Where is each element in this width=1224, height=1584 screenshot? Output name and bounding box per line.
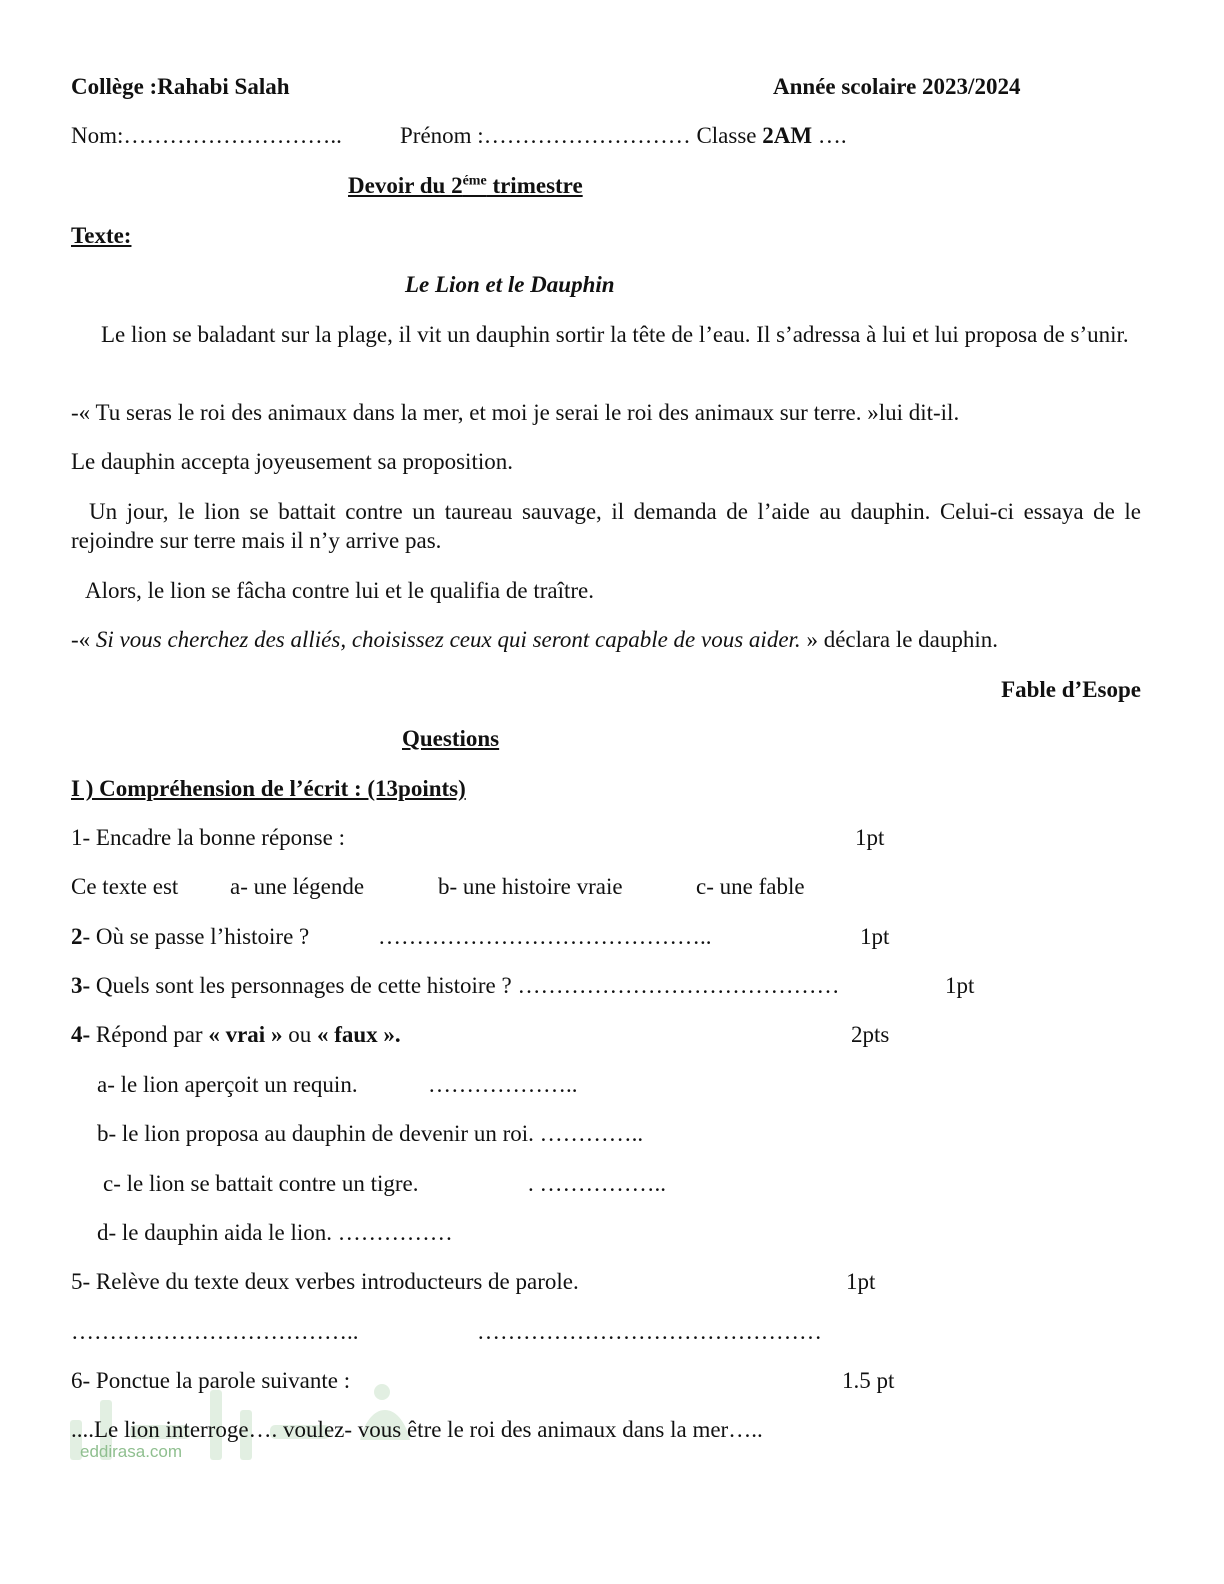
question-1: 1- Encadre la bonne réponse : bbox=[71, 825, 345, 850]
question-4-text: Répond par bbox=[90, 1022, 209, 1047]
statement-d: d- le dauphin aida le lion. …………… bbox=[97, 1220, 453, 1245]
classe-value: 2AM bbox=[762, 123, 813, 148]
faux-label: « faux ». bbox=[316, 1022, 401, 1047]
question-2-points: 1pt bbox=[860, 924, 890, 949]
quote-text: Si vous cherchez des alliés, choisissez ceux qui seront capable de vous aider. bbox=[95, 627, 801, 652]
prenom-line bbox=[400, 122, 847, 150]
question-2 bbox=[71, 923, 309, 951]
question-2-answer-line: …………………………………….. bbox=[378, 924, 712, 949]
statement-c: c- le lion se battait contre un tigre. bbox=[103, 1171, 419, 1196]
story-paragraph-3: Le dauphin accepta joyeusement sa proposition. bbox=[71, 449, 513, 474]
option-b: b- une histoire vraie bbox=[438, 874, 623, 899]
question-4-or: ou bbox=[282, 1022, 317, 1047]
story-paragraph-1: Le lion se baladant sur la plage, il vit un dauphin sortir la tête de l’eau. Il s’adressa à lui et lui proposa de s’unir. bbox=[101, 322, 1129, 347]
statement-a-answer: ……………….. bbox=[428, 1072, 578, 1097]
title-superscript: éme bbox=[462, 173, 487, 189]
question-3-points: 1pt bbox=[945, 973, 975, 998]
question-1-points: 1pt bbox=[855, 825, 885, 850]
story-title: Le Lion et le Dauphin bbox=[405, 272, 615, 297]
statement-b: b- le lion proposa au dauphin de devenir un roi. ………….. bbox=[97, 1121, 644, 1146]
story-source: Fable d’Esope bbox=[1001, 677, 1141, 702]
question-2-number: 2 bbox=[71, 924, 83, 949]
question-3-text: Quels sont les personnages de cette histoire ? …………………………………… bbox=[90, 973, 840, 998]
question-6-sentence: ....Le lion interroge…. voulez- vous être le roi des animaux dans la mer….. bbox=[71, 1417, 763, 1442]
title-prefix: Devoir du 2 bbox=[348, 173, 463, 198]
option-c: c- une fable bbox=[696, 874, 805, 899]
quote-open: -« bbox=[71, 627, 96, 652]
question-4-number: 4- bbox=[71, 1022, 91, 1047]
question-6: 6- Ponctue la parole suivante : bbox=[71, 1368, 351, 1393]
question-2-text: - Où se passe l’histoire ? bbox=[82, 924, 310, 949]
name-line bbox=[71, 122, 342, 150]
prenom-field: Prénom :……………………… bbox=[400, 123, 691, 148]
question-5-points: 1pt bbox=[846, 1269, 876, 1294]
question-5-answer-line-1: ……………………………….. bbox=[71, 1319, 359, 1344]
story-paragraph-6 bbox=[71, 626, 998, 654]
texte-label: Texte: bbox=[71, 223, 132, 248]
option-a: a- une légende bbox=[230, 874, 365, 899]
title-suffix: trimestre bbox=[486, 173, 583, 198]
questions-title: Questions bbox=[402, 726, 500, 751]
story-paragraph-2: -« Tu seras le roi des animaux dans la mer, et moi je serai le roi des animaux sur terre. »lui dit-il. bbox=[71, 400, 960, 425]
watermark-text: eddirasa.com bbox=[80, 1442, 183, 1461]
question-5-answer-line-2: ……………………………………… bbox=[477, 1319, 822, 1344]
nom-field: Nom:……………………….. bbox=[71, 123, 342, 148]
question-4-points: 2pts bbox=[851, 1022, 890, 1047]
classe-dots: …. bbox=[812, 123, 847, 148]
section-comprehension: I ) Compréhension de l’écrit : (13points) bbox=[71, 776, 466, 801]
statement-c-answer: . …………….. bbox=[528, 1171, 666, 1196]
page-title bbox=[348, 172, 583, 200]
question-5: 5- Relève du texte deux verbes introducteurs de parole. bbox=[71, 1269, 579, 1294]
statement-a: a- le lion aperçoit un requin. bbox=[97, 1072, 358, 1097]
story-paragraph-4: Un jour, le lion se battait contre un taureau sauvage, il demanda de l’aide au dauphin. Celui-ci essaya de le rejoindre sur terre mais il n’y arrive pas. bbox=[71, 499, 1141, 553]
school-year: Année scolaire 2023/2024 bbox=[773, 74, 1021, 99]
college-name: Collège :Rahabi Salah bbox=[71, 74, 290, 99]
question-6-points: 1.5 pt bbox=[842, 1368, 895, 1393]
story-paragraph-5: Alors, le lion se fâcha contre lui et le qualifia de traître. bbox=[85, 578, 594, 603]
vrai-label: « vrai » bbox=[208, 1022, 283, 1047]
question-3 bbox=[71, 972, 839, 1000]
question-3-number: 3- bbox=[71, 973, 91, 998]
quote-close: » déclara le dauphin. bbox=[800, 627, 999, 652]
question-1-lead: Ce texte est bbox=[71, 874, 179, 899]
question-4 bbox=[71, 1021, 401, 1049]
classe-label: Classe bbox=[696, 123, 763, 148]
